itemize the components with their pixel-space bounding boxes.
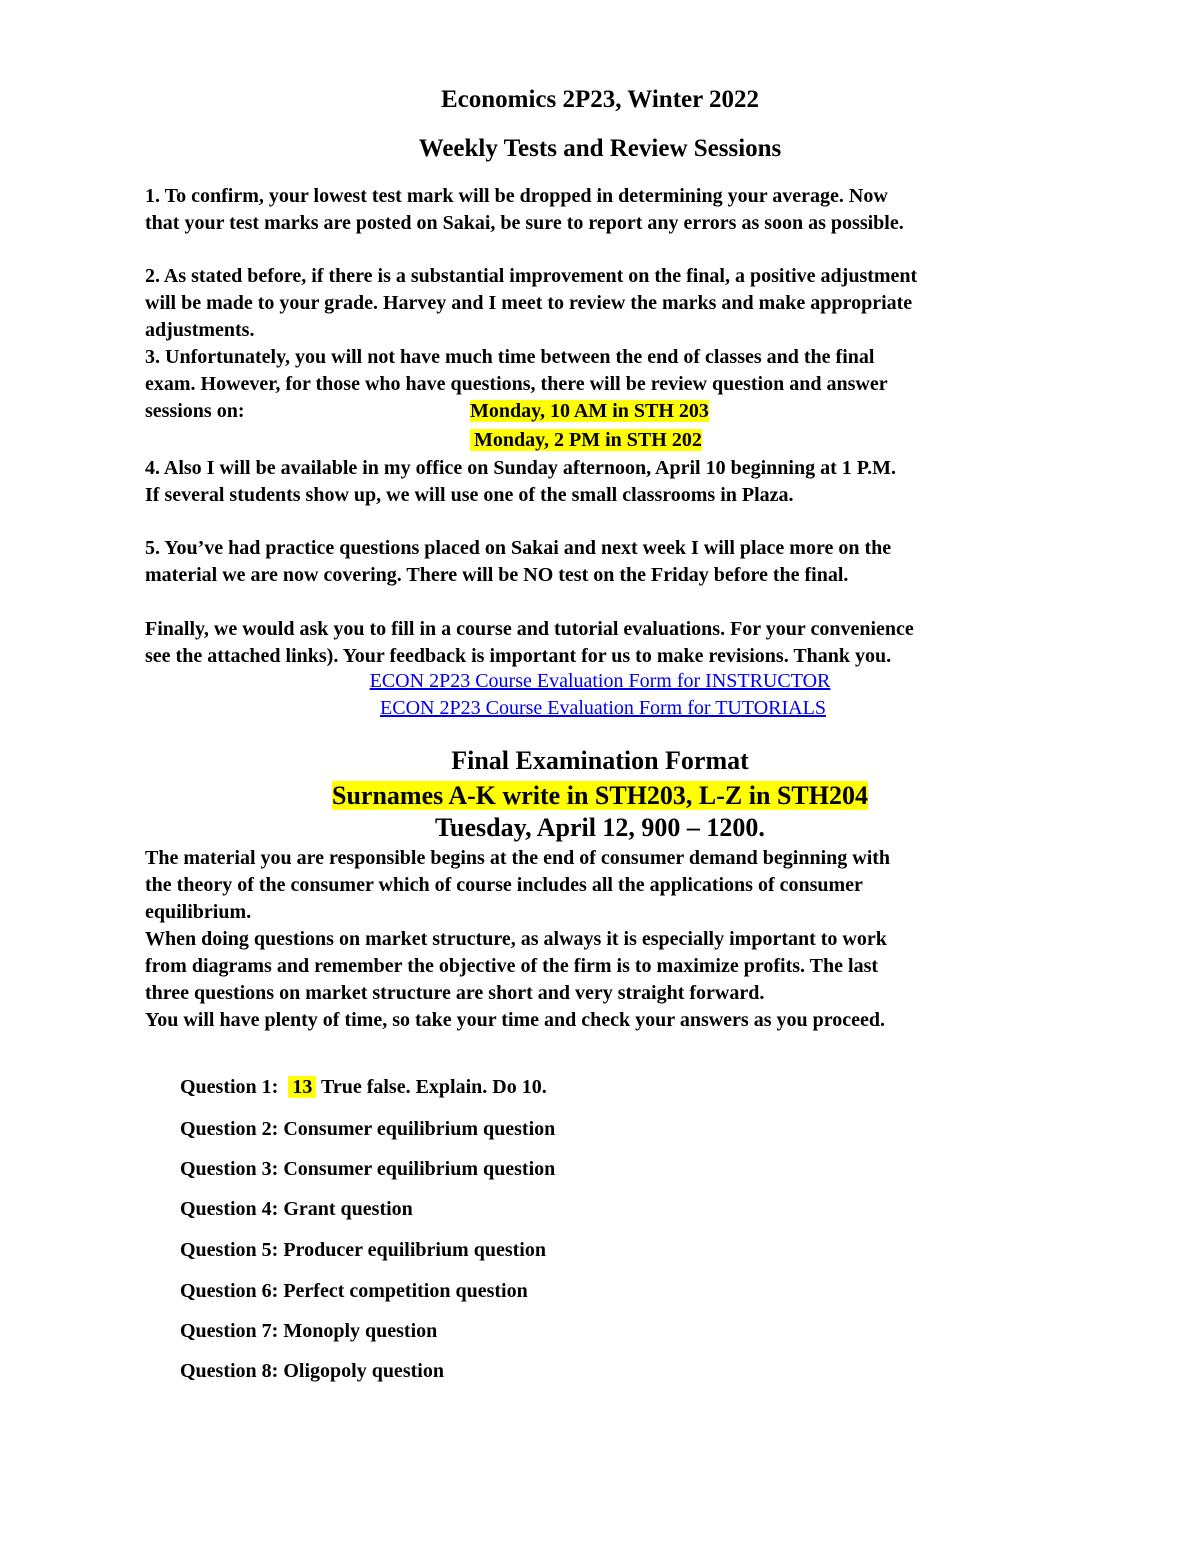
finally-line1: Finally, we would ask you to fill in a course and tutorial evaluations. For your convenience — [145, 618, 914, 640]
instructor-evaluation-link[interactable]: ECON 2P23 Course Evaluation Form for INSTRUCTOR — [369, 670, 831, 692]
item1-line1: 1. To confirm, your lowest test mark will be dropped in determining your average. Now — [145, 185, 888, 207]
link-row-tutorials — [0, 695, 1200, 721]
question-1-count-highlight: 13 — [288, 1076, 316, 1098]
question-8: Question 8: Oligopoly question — [180, 1360, 444, 1382]
exam-rooms-row — [0, 780, 1200, 812]
finally-line2: see the attached links). Your feedback is important for us to make revisions. Thank you. — [145, 645, 892, 667]
exam-body-line7: You will have plenty of time, so take your time and check your answers as you proceed. — [145, 1009, 885, 1031]
item4-line1: 4. Also I will be available in my office on Sunday afternoon, April 10 beginning at 1 P.M. — [145, 457, 897, 479]
item2-line2: will be made to your grade. Harvey and I meet to review the marks and make appropriate — [145, 292, 913, 314]
item5-line1: 5. You’ve had practice questions placed on Sakai and next week I will place more on the — [145, 537, 892, 559]
link-row-instructor — [0, 668, 1200, 694]
exam-rooms-highlight: Surnames A-K write in STH203, L-Z in STH204 — [332, 781, 868, 810]
exam-body-line2: the theory of the consumer which of course includes all the applications of consumer — [145, 874, 863, 896]
item3-sessions-label: sessions on: — [145, 400, 245, 422]
item3-line1: 3. Unfortunately, you will not have much time between the end of classes and the final — [145, 346, 875, 368]
session2-wrap — [470, 427, 702, 453]
question-6: Question 6: Perfect competition question — [180, 1280, 528, 1302]
exam-body-line6: three questions on market structure are short and very straight forward. — [145, 982, 765, 1004]
item1-line2: that your test marks are posted on Sakai, be sure to report any errors as soon as possible. — [145, 212, 904, 234]
question-1-text: True false. Explain. Do 10. — [316, 1076, 547, 1098]
exam-body-line4: When doing questions on market structure, as always it is especially important to work — [145, 928, 887, 950]
exam-body-line3: equilibrium. — [145, 901, 252, 923]
tutorials-evaluation-link[interactable]: ECON 2P23 Course Evaluation Form for TUTORIALS — [380, 697, 826, 719]
exam-heading: Final Examination Format — [451, 746, 749, 775]
question-7: Question 7: Monoply question — [180, 1320, 438, 1342]
item2-line1: 2. As stated before, if there is a substantial improvement on the final, a positive adjustment — [145, 265, 918, 287]
item4-line2: If several students show up, we will use one of the small classrooms in Plaza. — [145, 484, 794, 506]
question-4: Question 4: Grant question — [180, 1198, 413, 1220]
exam-body-line5: from diagrams and remember the objective of the firm is to maximize profits. The last — [145, 955, 879, 977]
session2-highlight: Monday, 2 PM in STH 202 — [470, 429, 702, 451]
question-2: Question 2: Consumer equilibrium question — [180, 1118, 556, 1140]
question-1 — [180, 1074, 547, 1100]
exam-date: Tuesday, April 12, 900 – 1200. — [435, 813, 765, 842]
document-title: Economics 2P23, Winter 2022 — [440, 86, 760, 113]
question-3: Question 3: Consumer equilibrium question — [180, 1158, 556, 1180]
document-subtitle: Weekly Tests and Review Sessions — [418, 135, 782, 162]
session1-wrap — [470, 398, 709, 424]
question-5: Question 5: Producer equilibrium question — [180, 1239, 546, 1261]
item3-line2: exam. However, for those who have questions, there will be review question and answer — [145, 373, 888, 395]
question-1-label: Question 1: — [180, 1076, 279, 1098]
exam-body-line1: The material you are responsible begins at the end of consumer demand beginning with — [145, 847, 891, 869]
item2-line3: adjustments. — [145, 319, 255, 341]
item5-line2: material we are now covering. There will be NO test on the Friday before the final. — [145, 564, 849, 586]
session1-highlight: Monday, 10 AM in STH 203 — [470, 400, 709, 422]
